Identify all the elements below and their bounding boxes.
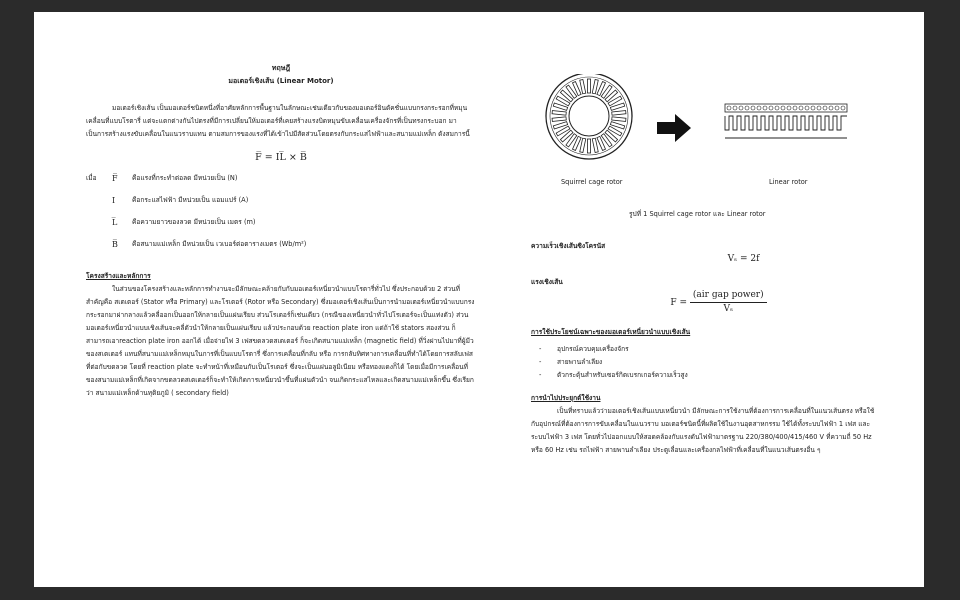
definition-symbol: F̅ [112, 174, 118, 183]
linear-rotor-drawing [725, 104, 847, 138]
rotor-slot [605, 130, 618, 142]
rotor-diagram [539, 74, 869, 224]
rotor-slot [612, 111, 626, 116]
linear-force-heading: แรงเชิงเส้น [531, 278, 563, 286]
definition-row [86, 238, 476, 260]
conductor-circle [787, 106, 791, 110]
rotor-slot [580, 138, 586, 152]
list-item-text: อุปกรณ์ควบคุมเครื่องจักร [557, 345, 629, 353]
conductor-circle [763, 106, 767, 110]
doc-subtitle: มอเตอร์เชิงเส้น (Linear Motor) [228, 77, 334, 85]
rotor-slot [592, 79, 598, 93]
conductor-circle [793, 106, 797, 110]
conductor-circle [775, 106, 779, 110]
right-column [531, 240, 876, 457]
force-fraction [690, 289, 767, 316]
rotor-slot [552, 117, 566, 122]
label-linear-rotor: Linear rotor [769, 178, 808, 186]
definition-row [86, 172, 476, 194]
applications-list [539, 343, 876, 382]
definition-row [86, 216, 476, 238]
definition-word: เมื่อ [86, 174, 97, 182]
squirrel-cage-rotor-drawing [546, 74, 632, 159]
definition-text: คือสนามแม่เหล็ก มีหน่วยเป็น เวเบอร์ต่อตารางเมตร (Wb/m²) [132, 240, 307, 248]
rotor-slot [572, 136, 581, 150]
conductor-circle [733, 106, 737, 110]
definition-row [86, 194, 476, 216]
rotor-slot [597, 136, 606, 150]
rotor-slot [566, 85, 577, 98]
rotor-slot [580, 79, 586, 93]
definition-text: คือความยาวของลวด มีหน่วยเป็น เมตร (m) [132, 218, 256, 226]
rotor-slot [601, 85, 612, 98]
definition-symbol: L̅ [112, 218, 118, 227]
rotor-slot [605, 90, 618, 102]
force-denominator: Vₛ [723, 304, 734, 314]
conductor-circle [757, 106, 761, 110]
doc-title: ทฤษฎี [271, 64, 291, 72]
definition-text: คือแรงที่กระทำต่อลด มีหน่วยเป็น (N) [132, 174, 238, 182]
arrow-icon [657, 114, 691, 142]
conductor-circle [781, 106, 785, 110]
list-item-text: สายพานลำเลียง [557, 358, 603, 366]
rotor-slot [612, 117, 626, 122]
force-numerator: (air gap power) [690, 289, 767, 303]
conductor-circle [805, 106, 809, 110]
force-equation: F̅ = IL̅ × B̅ [255, 152, 307, 163]
definition-symbol: B̅ [112, 240, 118, 249]
rotor-slot [601, 134, 612, 147]
conductor-circle [727, 106, 731, 110]
definition-text: คือกระแสไฟฟ้า มีหน่วยเป็น แอมแปร์ (A) [132, 196, 249, 204]
conductor-circle [817, 106, 821, 110]
list-item: - ตัวกระตุ้นสำหรับเซอร์กิตเบรกเกอร์ความเร็วสูง [539, 369, 876, 382]
applications-heading: การใช้ประโยชน์เฉพาะของมอเตอร์เหนี่ยวนำแบบเชิงเส้น [531, 328, 691, 336]
sync-speed-formula: Vₛ = 2f [727, 254, 760, 264]
list-item-text: ตัวกระตุ้นสำหรับเซอร์กิตเบรกเกอร์ความเร็วสูง [557, 371, 688, 379]
rotor-slot [560, 90, 573, 102]
rotor-slot [597, 82, 606, 96]
rotor-slot [552, 111, 566, 116]
definition-symbol: I [112, 196, 116, 205]
left-column [86, 62, 476, 400]
conductor-circle [829, 106, 833, 110]
rotor-slot [592, 138, 598, 152]
intro-paragraph: มอเตอร์เชิงเส้น เป็นมอเตอร์ชนิดหนึ่งที่อาศัยหลักการพื้นฐานในลักษณะเช่นเดียวกับของมอเตอร์อินดัคชั่นแบบกรงกระรอกที่หมุนเคลื่อนที่แบบโรตารี่ แต่จะแตกต่างกันไปตรงที่มีการเปลี่ยนให้มอเตอร์ที่เคยสร้างแรงบิดหมุนขับเคลื่อนเครื่องจักรที่เป็นทรงกระบอก มาเป็นการสร้างแรงขับเคลื่อนในแนวราบแทน ตามสมการของแรงที่ได้เข้าไปมีสัดส่วนโดยตรงกับกระแสไฟฟ้าและสนามแม่เหล็ก ดังสมการนี้ [86, 104, 470, 138]
conductor-circle [751, 106, 755, 110]
rotor-slot [560, 130, 573, 142]
conductor-circle [823, 106, 827, 110]
linear-force-formula [561, 289, 876, 316]
conductor-circle [841, 106, 845, 110]
rotor-slot [566, 134, 577, 147]
conductor-circle [739, 106, 743, 110]
force-lhs: F = [670, 298, 688, 308]
rotor-slot [572, 82, 581, 96]
rotor-figure [539, 74, 869, 224]
list-item: - สายพานลำเลียง [539, 356, 876, 369]
conductor-circle [799, 106, 803, 110]
conductor-circle [811, 106, 815, 110]
rotor-slot [587, 79, 590, 93]
sync-speed-heading: ความเร็วเชิงเส้นซิงโครนัส [531, 242, 606, 250]
definition-list [86, 172, 476, 260]
rotor-slot [587, 139, 590, 153]
conductor-circle [745, 106, 749, 110]
document-page [34, 12, 924, 587]
structure-paragraph: ในส่วนของโครงสร้างและหลักการทำงานจะมีลักษณะคล้ายกับกับมอเตอร์เหนี่ยวนำแบบโรตารี่ทั่วไป ซึ่งประกอบด้วย 2 ส่วนที่สำคัญคือ สเตเตอร์ (Stator หรือ Primary) และโรเตอร์ (Rotor หรือ Secondary) ซึ่งมอเตอร์เชิงเส้นเป็นการนำมอเตอร์เหนี่ยวนำแบบกรงกระรอกมาผ่ากลางแล้วคลี่ออกเป็นออกให้กลายเป็นแผ่นเรียบ ส่วนโรเตอร์ก็เช่นเดียว (กรณีของเหนี่ยวนำทั่วไปโรเตอร์จะเป็นแท่งตัว) ส่วนมอเตอร์เหนี่ยวนำแบบเชิงเส้นจะคลี่ตัวนำให้กลายเป็นแผ่นเรียบ แล้วประกอบด้วย reaction plate iron แต่ถ้าใช้ stators สองส่วน ก็สามารถเอาreaction plate iron ออกได้ เมื่อจ่ายไฟ 3 เฟสขดลวดสเตเตอร์ ก็จะเกิดสนามแม่เหล็ก (magnetic field) ที่วิ่งผ่านไปมาที่ผู้มีวของสเตเตอร์ แทนที่สนามแม่เหล็กหมุนในการที่เป็นแบบโรตารี่ ซึ่งการเคลื่อนที่กลับ หรือ การกลับทิศทางการเคลื่อนที่ทำได้โดยการสลับเฟสที่ต่อกับขดลวด โดยที่ reaction plate จะทำหน้าที่เหมือนกับเป็นโรเตอร์ ซึ่งจะเป็นแผ่นอลูมิเนียม หรือทองแดงก็ได้ โดยเมื่อมีการเคลื่อนที่ของสนามแม่เหล็กที่เกิดจากขดลวดสเตเตอร์ก็จะทำให้เกิดการเหนี่ยวนำขึ้นที่แผ่นตัวนำ จนเกิดกระแสไหลและเกิดสนามแม่เหล็กขึ้น ซึ่งเรียกว่า สนามแม่เหล็กด้านทุติยภูมิ ( secondary field) [86, 285, 475, 397]
figure-caption: รูปที่ 1 Squirrel cage rotor และ Linear rotor [629, 210, 766, 218]
list-item: - อุปกรณ์ควบคุมเครื่องจักร [539, 343, 876, 356]
label-squirrel-cage: Squirrel cage rotor [561, 178, 623, 186]
conductor-circle [769, 106, 773, 110]
usage-heading: การนำไปประยุกต์ใช้งาน [531, 394, 601, 402]
structure-heading: โครงสร้างและหลักการ [86, 272, 151, 280]
usage-paragraph: เป็นที่ทราบแล้วว่ามอเตอร์เชิงเส้นแบบเหนี่ยวนำ มีลักษณะการใช้งานที่ต้องการการเคลื่อนที่ในแนวเส้นตรง หรือใช้กับอุปกรณ์ที่ต้องการการขับเคลื่อนในแนวราบ มอเตอร์ชนิดนี้ที่ผลิตใช้ในงานอุตสาหกรรม ใช้ได้ทั้งระบบไฟฟ้า 1 เฟส และระบบไฟฟ้า 3 เฟส โดยทั่วไปออกแบบให้สอดคล้องกับแรงดันไฟฟ้ามาตรฐาน 220/380/400/415/460 V ที่ความถี่ 50 Hz หรือ 60 Hz เช่น รถไฟฟ้า สายพานลำเลียง ประตูเลื่อนและเครื่องกลไฟฟ้าที่เคลื่อนที่ในแนวเส้นตรงอื่น ๆ [531, 407, 875, 454]
conductor-circle [835, 106, 839, 110]
